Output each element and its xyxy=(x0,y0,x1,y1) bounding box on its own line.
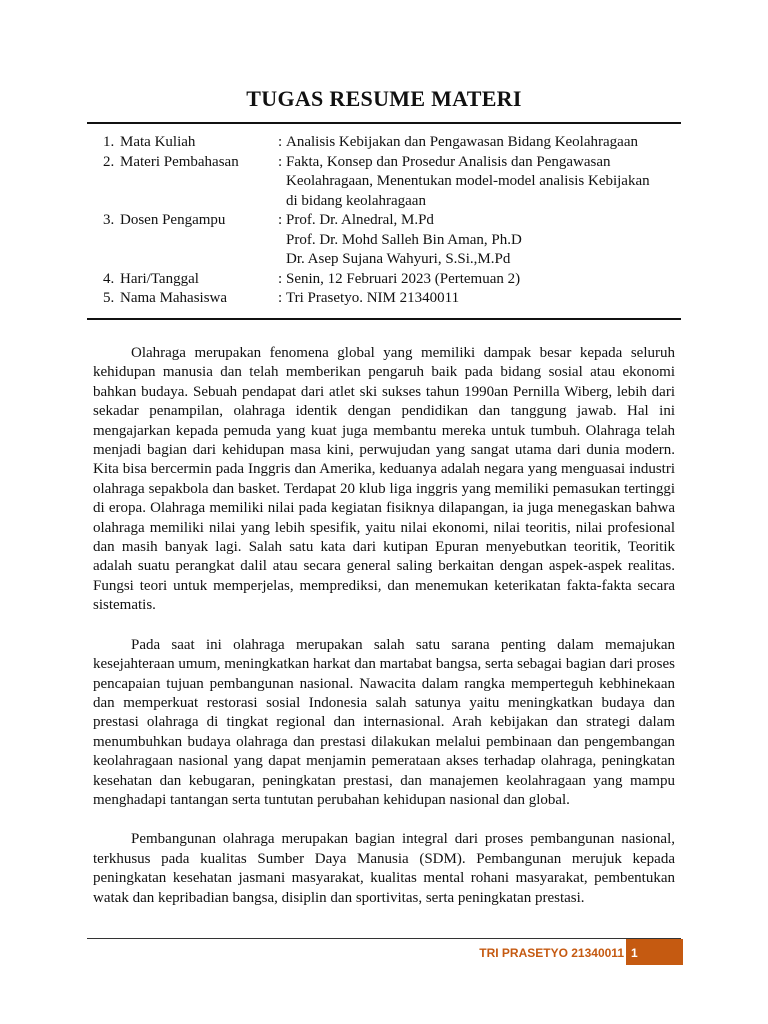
meta-row xyxy=(0,153,768,212)
meta-value-line: Dr. Asep Sujana Wahyuri, S.Si.,M.Pd xyxy=(286,251,511,267)
meta-number: 1. xyxy=(103,134,115,150)
meta-number: 2. xyxy=(103,153,115,170)
meta-value-line: Keolahragaan, Menentukan model-model analisis Kebijakan xyxy=(286,173,650,189)
meta-value xyxy=(286,133,686,153)
meta-row xyxy=(0,270,768,290)
meta-label: Dosen Pengampu xyxy=(120,212,226,228)
meta-row xyxy=(0,289,768,309)
paragraph: Olahraga merupakan fenomena global yang memiliki dampak besar kepada seluruh kehidupan manusia dan telah memberikan pengaruh baik pada bidang sosial atau ekonomi bahkan budaya. Sebuah pendapat dari atlet ski sukses tahun 1990an Pernilla Wiberg, lebih dari sekadar penampilan, olahraga identik dengan pendidikan dan tanggung jawab. Hal ini mengajarkan kepada pemuda yang kuat juga membantu mereka untuk tumbuh. Olahraga telah menjadi bagian dari kehidupan masa kini, perwujudan yang sangat utama dari dunia modern. Kita bisa bercermin pada Inggris dan Amerika, keduanya adalah negara yang menguasai industri olahraga sepakbola dan basket. Terdapat 20 klub liga inggris yang memiliki pemasukan tertinggi di eropa. Olahraga memiliki nilai pada kegiatan fisiknya dilapangan, ia juga menegaskan bahwa olahraga memiliki nilai yang lebih spesifik, yaitu nilai ekonomi, nilai teoritis, nilai profesional dan masih banyak lagi. Salah satu kata dari kutipan Epuran menyebutkan teoritik, Teoritik adalah suatu perangkat dalil atau secara general saling berkaitan dengan aspek-aspek realitas. Fungsi teori untuk memperjelas, memprediksi, dan menemukan keterikatan fakta-fakta secara sistematis. xyxy=(93,345,675,614)
meta-label: Nama Mahasiswa xyxy=(120,290,228,306)
footer-author: TRI PRASETYO 21340011 xyxy=(479,946,624,960)
meta-value-line: Prof. Dr. Mohd Salleh Bin Aman, Ph.D xyxy=(286,231,522,248)
meta-label: Hari/Tanggal xyxy=(120,270,199,287)
header-rule-bottom xyxy=(87,318,681,320)
meta-value-line: Prof. Dr. Alnedral, M.Pd xyxy=(286,212,434,228)
paragraph: Pada saat ini olahraga merupakan salah satu sarana penting dalam memajukan kesejahteraan umum, meningkatkan harkat dan martabat bangsa, serta sebagai bagian dari proses pencapaian tujuan pembangunan nasional. Nawacita dalam rangka memperteguh kebhinekaan dan memperkuat restorasi sosial Indonesia salah satunya yaitu meningkatkan budaya dan prestasi olahraga di tingkat regional dan internasional. Arah kebijakan dan strategi dalam menumbuhkan budaya olahraga dan prestasi dilakukan melalui pembinaan dan pengembangan keolahragaan nasional yang dapat menjamin pemerataan akses terhadap olahraga, peningkatan kesehatan dan kebugaran, peningkatan prestasi, dan manajemen keolahragaan yang mampu menghadapi tantangan serta tuntutan perubahan kehidupan nasional dan global. xyxy=(93,636,675,808)
meta-label: Materi Pembahasan xyxy=(120,153,239,170)
meta-value xyxy=(286,153,686,212)
meta-value-line: Fakta, Konsep dan Prosedur Analisis dan Pengawasan xyxy=(286,153,611,170)
meta-value-line: Senin, 12 Februari 2023 (Pertemuan 2) xyxy=(286,270,521,287)
meta-value xyxy=(286,211,686,270)
page-number-box xyxy=(626,939,683,965)
body-text xyxy=(93,344,675,928)
meta-number: 5. xyxy=(103,290,115,306)
meta-colon: : xyxy=(278,153,283,170)
meta-colon: : xyxy=(278,212,283,228)
page-number: 1 xyxy=(631,946,638,960)
meta-colon: : xyxy=(278,134,283,150)
meta-colon: : xyxy=(278,290,283,306)
meta-row xyxy=(0,211,768,270)
meta-value xyxy=(286,270,686,290)
meta-value xyxy=(286,289,686,309)
header-rule-top xyxy=(87,122,681,124)
meta-label: Mata Kuliah xyxy=(120,134,196,150)
meta-colon: : xyxy=(278,270,283,287)
document-title: TUGAS RESUME MATERI xyxy=(246,86,522,111)
footer-rule xyxy=(87,938,681,939)
meta-value-line: di bidang keolahragaan xyxy=(286,192,426,209)
meta-value-line: Analisis Kebijakan dan Pengawasan Bidang Keolahragaan xyxy=(286,134,638,150)
paragraph: Pembangunan olahraga merupakan bagian integral dari proses pembangunan nasional, terkhusus pada kualitas Sumber Daya Manusia (SDM). Pembangunan merujuk kepada peningkatan kesehatan jasmani masyarakat, kualitas mental rohani masyarakat, pembentukan watak dan kepribadian bangsa, disiplin dan sportivitas, serta peningkatan prestasi. xyxy=(93,831,675,906)
meta-row xyxy=(0,133,768,153)
meta-number: 4. xyxy=(103,270,115,287)
meta-value-line: Tri Prasetyo. NIM 21340011 xyxy=(286,290,460,306)
meta-number: 3. xyxy=(103,212,115,228)
